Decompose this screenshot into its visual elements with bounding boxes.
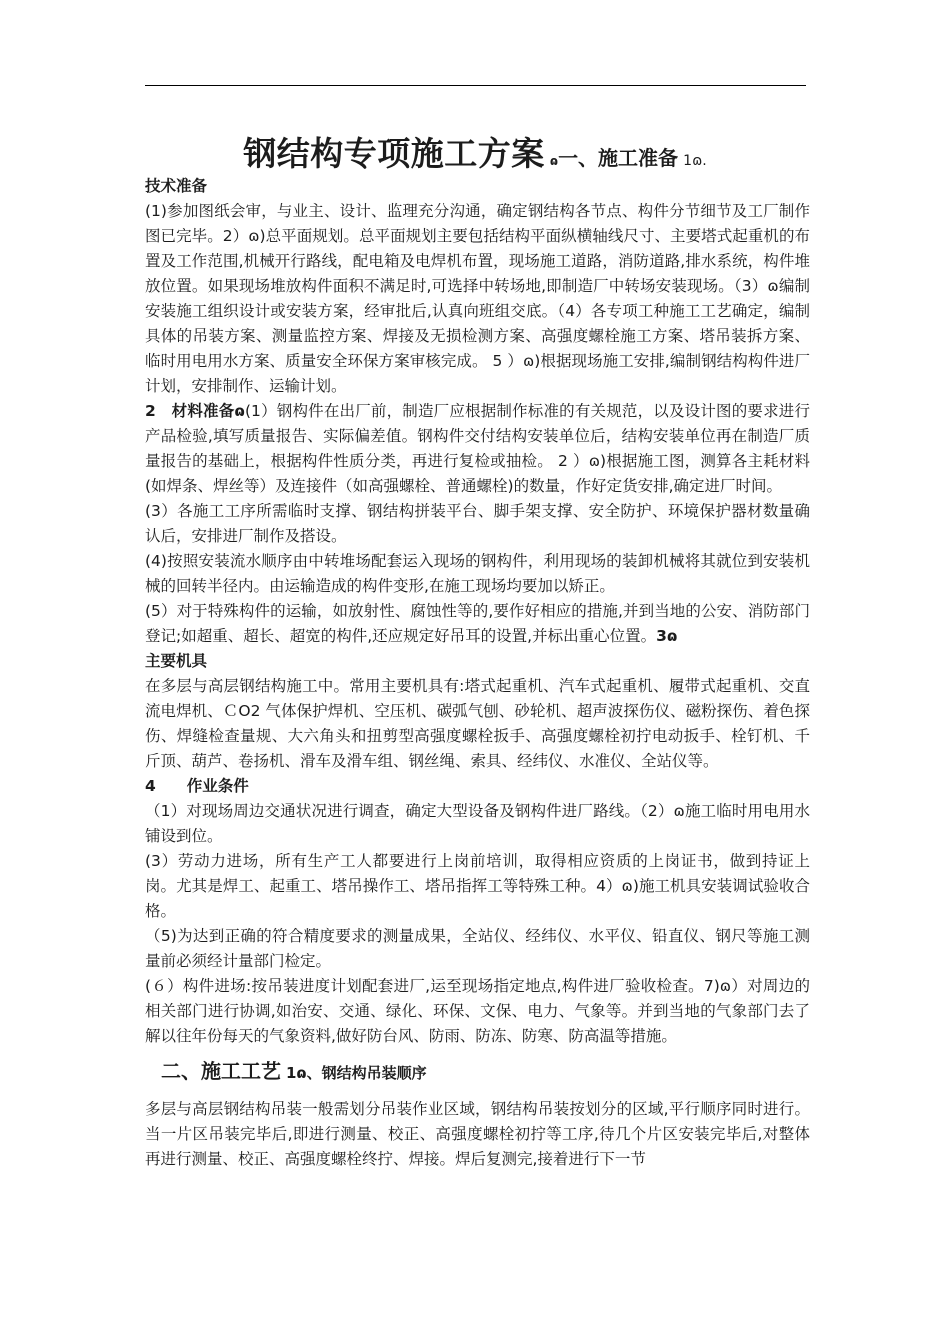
paragraph: （1）对现场周边交通状况进行调查，确定大型设备及钢构件进厂路线。（2）ɷ施工临时用电用水铺设到位。 xyxy=(145,802,810,845)
top-rule xyxy=(145,85,806,86)
document-body xyxy=(145,174,810,1172)
title-main: 钢结构专项施工方案 xyxy=(243,134,545,173)
paragraph: 多层与高层钢结构吊装一般需划分吊装作业区域，钢结构吊装按划分的区域,平行顺序同时进行。当一片区吊装完毕后,即进行测量、校正、高强度螺栓初拧等工序,待几个片区安装完毕后,对整体再进行测量、校正、高强度螺栓终拧、焊接。焊后复测完,接着进行下一节 xyxy=(145,1100,810,1168)
section-number-3: 3ɷ xyxy=(656,627,678,645)
title-mark: ɷ xyxy=(549,154,559,168)
paragraph: 在多层与高层钢结构施工中。常用主要机具有:塔式起重机、汽车式起重机、履带式起重机、交直流电焊机、ＣO2 气体保护焊机、空压机、碳弧气刨、砂轮机、超声波探伤仪、磁粉探伤、着色探伤、焊缝检查量规、大六角头和扭剪型高强度螺栓扳手、高强度螺栓初拧电动扳手、栓钉机、千斤顶、葫芦、卷扬机、滑车及滑车组、钢丝绳、索具、经纬仪、水准仪、全站仪等。 xyxy=(145,677,810,770)
section2-heading: 二、施工工艺 xyxy=(161,1059,281,1083)
paragraph: (3）各施工工序所需临时支撑、钢结构拼装平台、脚手架支撑、安全防护、环境保护器材数量确认后，安排进厂制作及搭设。 xyxy=(145,502,810,545)
paragraph: （5)为达到正确的符合精度要求的测量成果，全站仪、经纬仪、水平仪、铅直仪、钢尺等施工测量前必须经计量部门检定。 xyxy=(145,927,810,970)
heading-material-prep: 2 材料准备ɷ xyxy=(145,402,245,420)
heading-work-conditions: 4 作业条件 xyxy=(145,777,249,795)
paragraph: (4)按照安装流水顺序由中转堆场配套运入现场的钢构件，利用现场的装卸机械将其就位到安装机械的回转半径内。由运输造成的构件变形,在施工现场均要加以矫正。 xyxy=(145,552,810,595)
paragraph xyxy=(145,599,810,649)
section2-heading-row xyxy=(145,1053,810,1091)
paragraph: (1)参加图纸会审，与业主、设计、监理充分沟通，确定钢结构各节点、构件分节细节及工厂制作图已完毕。2）ɷ)总平面规划。总平面规划主要包括结构平面纵横轴线尺寸、主要塔式起重机的布置及工作范围,机械开行路线，配电箱及电焊机布置，现场施工道路，消防道路,排水系统，构件堆放位置。如果现场堆放构件面积不满足时,可选择中转场地,即制造厂中转场安装现场。（3）ɷ编制安装施工组织设计或安装方案，经审批后,认真向班组交底。（4）各专项工种施工工艺确定，编制具体的吊装方案、测量监控方案、焊接及无损检测方案、高强度螺栓施工方案、塔吊装拆方案、临时用电用水方案、质量安全环保方案审核完成。 5 ）ɷ)根据现场施工安排,编制钢结构构件进厂计划，安排制作、运输计划。 xyxy=(145,202,810,395)
heading-main-tools: 主要机具 xyxy=(145,652,208,670)
paragraph: (６）构件进场:按吊装进度计划配套进厂,运至现场指定地点,构件进厂验收检查。7)ɷ）对周边的相关部门进行协调,如治安、交通、绿化、环保、文保、电力、气象等。并到当地的气象部门去了解以往年份每天的气象资料,做好防台风、防雨、防冻、防寒、防高温等措施。 xyxy=(145,977,810,1045)
section2-subheading: 1ɷ、钢结构吊装顺序 xyxy=(285,1064,427,1082)
heading-tech-prep: 技术准备 xyxy=(145,177,208,195)
paragraph xyxy=(145,399,810,499)
title-sub: 一、施工准备 xyxy=(558,146,679,170)
paragraph-text: (1）钢构件在出厂前，制造厂应根据制作标准的有关规范，以及设计图的要求进行产品检验,填写质量报告、实际偏差值。钢构件交付结构安装单位后，结构安装单位再在制造厂质量报告的基础上，根据构件性质分类，再进行复检或抽检。 2 ）ɷ)根据施工图，测算各主耗材料(如焊条、焊丝等）及连接件（如高强螺栓、普通螺栓)的数量，作好定货安排,确定进厂时间。 xyxy=(145,402,810,495)
paragraph: (3）劳动力进场，所有生产工人都要进行上岗前培训，取得相应资质的上岗证书，做到持证上岗。尤其是焊工、起重工、塔吊操作工、塔吊指挥工等特殊工种。4）ɷ)施工机具安装调试验收合格。 xyxy=(145,852,810,920)
paragraph-text: (5）对于特殊构件的运输，如放射性、腐蚀性等的,要作好相应的措施,并到当地的公安、消防部门登记;如超重、超长、超宽的构件,还应规定好吊耳的设置,并标出重心位置。 xyxy=(145,602,810,645)
title-num: 1ɷ. xyxy=(683,153,707,169)
